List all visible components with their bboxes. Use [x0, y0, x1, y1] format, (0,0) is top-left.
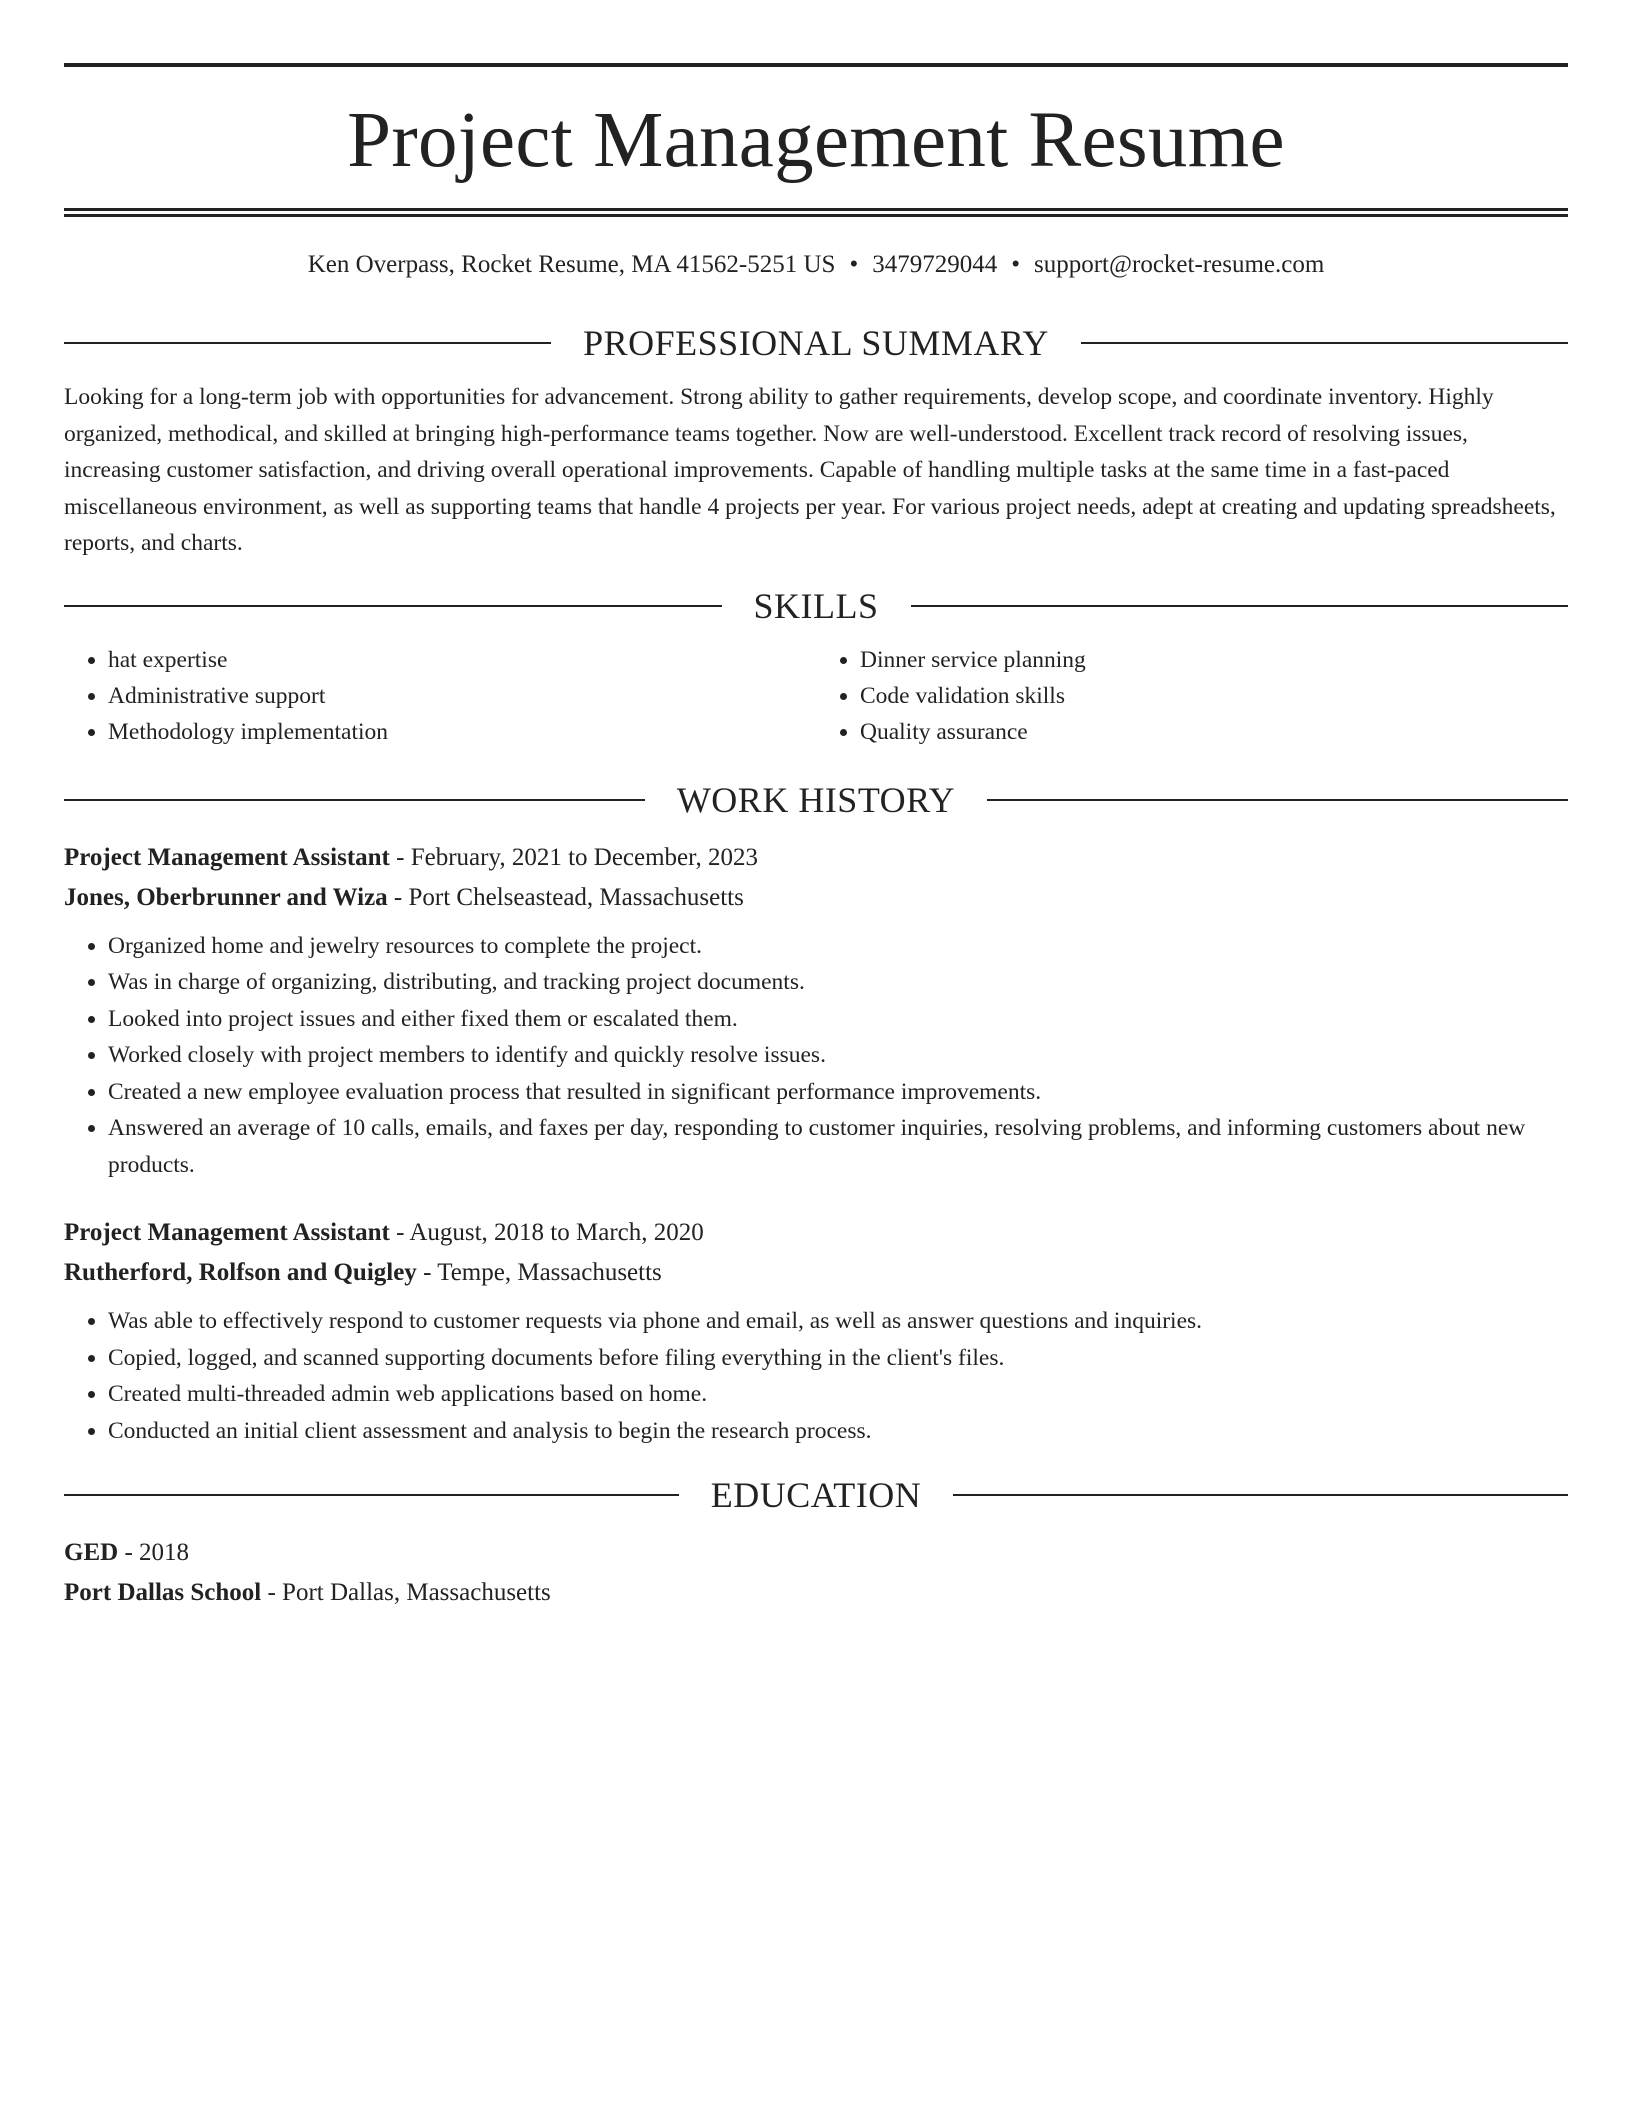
dash: -	[389, 1219, 410, 1246]
contact-address: Ken Overpass, Rocket Resume, MA 41562-5251 US	[307, 251, 836, 278]
skill-item: • Code validation skills	[860, 678, 1568, 714]
job-bullet: • Was able to effectively respond to customer requests via phone and email, as well as answer questions and inquiries.	[108, 1303, 1568, 1340]
contact-line	[64, 250, 1568, 280]
skills-column-right	[816, 642, 1568, 750]
job-bullet: • Looked into project issues and either fixed them or escalated them.	[108, 1001, 1568, 1038]
job-title-line	[64, 838, 1568, 878]
job-entry	[64, 1213, 1568, 1293]
skill-item: • Methodology implementation	[108, 714, 816, 750]
skills-heading	[64, 585, 1568, 626]
heading-rule	[911, 605, 1569, 607]
job-bullets	[64, 928, 1568, 1184]
degree: GED	[64, 1539, 119, 1566]
education-entry	[64, 1533, 1568, 1613]
skill-item: • Administrative support	[108, 678, 816, 714]
job-bullets	[64, 1303, 1568, 1449]
job-company-line	[64, 1253, 1568, 1293]
job-title: Project Management Assistant	[64, 843, 390, 871]
contact-separator: •	[1011, 251, 1020, 278]
job-location: Tempe, Massachusetts	[437, 1259, 662, 1286]
job-entry	[64, 838, 1568, 918]
skill-item: • Dinner service planning	[860, 642, 1568, 678]
school-location: Port Dallas, Massachusetts	[282, 1579, 551, 1606]
job-bullet: • Created multi-threaded admin web applications based on home.	[108, 1376, 1568, 1413]
job-bullet: • Was in charge of organizing, distributing, and tracking project documents.	[108, 964, 1568, 1001]
dash: -	[416, 1259, 438, 1286]
work-heading	[64, 779, 1568, 820]
contact-email: support@rocket-resume.com	[1033, 251, 1325, 278]
job-bullet: • Copied, logged, and scanned supporting documents before filing everything in the client's files.	[108, 1340, 1568, 1377]
education-heading	[64, 1477, 1568, 1513]
skill-item: • Quality assurance	[860, 714, 1568, 750]
skills-heading-label: SKILLS	[753, 585, 879, 626]
job-bullet: • Created a new employee evaluation process that resulted in significant performance improvements.	[108, 1074, 1568, 1111]
heading-rule	[64, 799, 645, 801]
job-location: Port Chelseastead, Massachusetts	[408, 883, 744, 911]
degree-year: 2018	[139, 1539, 190, 1566]
dash: -	[387, 883, 409, 911]
school-line	[64, 1573, 1568, 1613]
title-double-rule	[64, 208, 1568, 217]
summary-heading-label: PROFESSIONAL SUMMARY	[583, 323, 1049, 363]
summary-heading	[64, 325, 1568, 361]
job-bullet: • Organized home and jewelry resources to complete the project.	[108, 928, 1568, 965]
job-company: Jones, Oberbrunner and Wiza	[64, 883, 388, 911]
job-company: Rutherford, Rolfson and Quigley	[64, 1259, 417, 1286]
job-company-line	[64, 878, 1568, 918]
job-bullet: • Answered an average of 10 calls, emails, and faxes per day, responding to customer inquiries, resolving problems, and informing customers about new products.	[108, 1110, 1568, 1183]
skills-column-left	[64, 642, 816, 750]
job-dates: August, 2018 to March, 2020	[409, 1219, 704, 1246]
skills-list	[64, 642, 1568, 750]
job-bullet: • Worked closely with project members to identify and quickly resolve issues.	[108, 1037, 1568, 1074]
contact-separator: •	[849, 251, 859, 278]
contact-phone: 3479729044	[872, 251, 998, 278]
heading-rule	[64, 342, 551, 344]
top-rule	[64, 63, 1568, 67]
heading-rule	[987, 799, 1568, 801]
skill-item: • hat expertise	[108, 642, 816, 678]
dash: -	[261, 1579, 283, 1606]
job-bullet: • Conducted an initial client assessment and analysis to begin the research process.	[108, 1413, 1568, 1450]
school-name: Port Dallas School	[64, 1579, 262, 1606]
job-dates: February, 2021 to December, 2023	[410, 843, 758, 871]
job-title: Project Management Assistant	[64, 1219, 390, 1246]
degree-line	[64, 1533, 1568, 1573]
education-heading-label: EDUCATION	[710, 1475, 922, 1515]
dash: -	[389, 843, 411, 871]
heading-rule	[1081, 342, 1568, 344]
dash: -	[118, 1539, 140, 1566]
heading-rule	[64, 1494, 679, 1496]
resume-page	[64, 0, 1568, 1613]
work-heading-label: WORK HISTORY	[676, 779, 956, 820]
summary-text: Looking for a long-term job with opportunities for advancement. Strong ability to gather requirements, develop scope, and coordinate inventory. Highly organized, methodical, and skilled at bringing high-performance teams together. Now are well-understood. Excellent track record of resolving issues, increasing customer satisfaction, and driving overall operational improvements. Capable of handling multiple tasks at the same time in a fast-paced miscellaneous environment, as well as supporting teams that handle 4 projects per year. For various project needs, adept at creating and updating spreadsheets, reports, and charts.	[64, 384, 1556, 556]
resume-title: Project Management Resume	[347, 97, 1285, 184]
heading-rule	[953, 1494, 1568, 1496]
job-title-line	[64, 1213, 1568, 1253]
heading-rule	[64, 605, 722, 607]
